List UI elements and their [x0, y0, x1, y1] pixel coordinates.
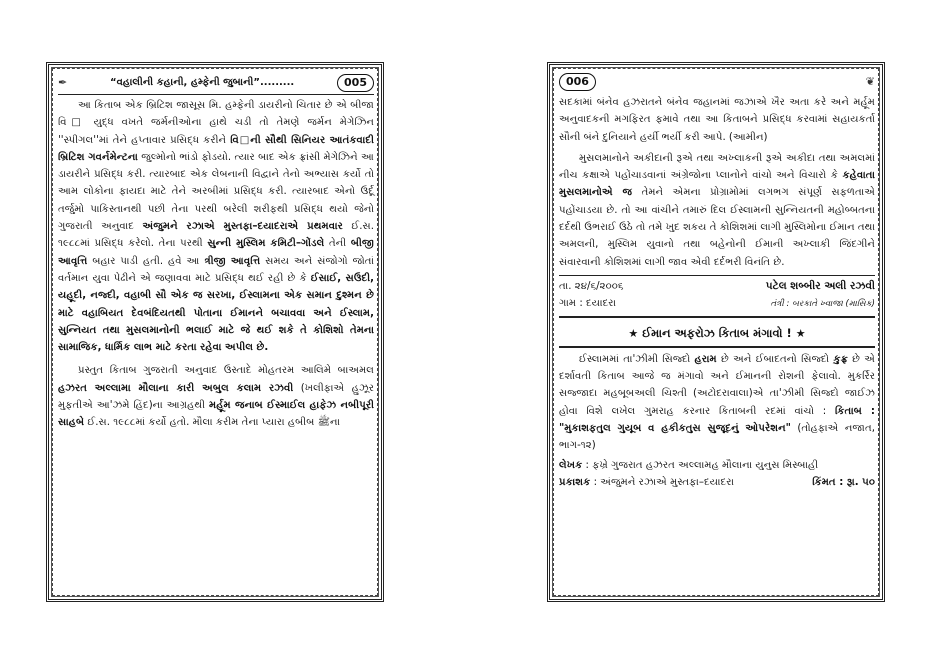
signature-row-2: [559, 295, 875, 317]
village: ગામ : દયાદરા: [559, 298, 617, 310]
notice-body-run: કુફ્ર: [833, 353, 848, 365]
left-paragraph-1-run: ઈ.સ. ૧૯૮૮માં પ્રસિદ્ધ કરેલો. તેના પરથી: [58, 221, 374, 250]
author-label: લેખક: [559, 459, 583, 471]
notice-body-run: (તોહફાએ નજાત, ભાગ-૧૨): [559, 423, 876, 452]
left-paragraph-1-run: જુલ્મોનો ભાંડો ફોડયો. ત્યાર બાદ એક ફ્રાંસી મેગેઝિને આ ડાયરીને પ્રસિદ્ધ કરી. ત્યારબાદ એક લેબનાની વિદ્વાને તેનો અભ્યાસ કર્યો તો આમ લોકોના ફાયદા માટે તેને અરબીમાં પ્રસિદ્ધ કરી. ત્યારબાદ એનો ઉર્દૂ તર્જુમો પાકિસ્તાનથી પછી તેના પરથી બરેલી શરીફથી પ્રસિદ્ધ થયો જેનો ગુજરાતી અનુવાદ: [58, 151, 374, 233]
notice-body-run: છે એ દર્શાવતી કિતાબ આજે જ મંગાવો અને ઈમાનની રોશની ફેલાવો. મુકર્રિર સજ્જાદા મહબૂબઅલી ચિશ્તી (અટોદરાવાલા)એ તા'ઝીમી સિજ્દો જાઈઝ હોવા વિશે લખેલ ગુમરાહ કરનાર કિતાબની રદમાં વાંચો :: [559, 353, 875, 417]
left-paragraph-2-run: ઈ.સ. ૧૯૮૮માં કર્યો હતો. મૌલા કરીમ તેના પ્યારા હબીબ ﷺના: [84, 417, 341, 429]
flourish-icon: ❦: [865, 75, 875, 89]
notice-body: [559, 351, 875, 455]
left-paragraph-1-run: બીજી આવૃત્તિ: [58, 238, 374, 267]
author: ફખ્રે ગુજરાત હઝરત અલ્લામહ મૌલાના યુનુસ મિસ્બાહી: [592, 459, 819, 471]
left-paragraph-1-run: સુન્ની મુસ્લિમ કમિટી–ગોંડલે: [207, 238, 325, 250]
left-paragraph-2: [58, 362, 374, 431]
date: તા. ૨૪/૬/૨૦૦૬: [559, 280, 624, 292]
signature-row: [559, 275, 875, 295]
book-credits: [559, 457, 875, 492]
page-number: 005: [337, 74, 374, 92]
notice-body-run: હરામ: [694, 353, 717, 365]
notice-body-run: કિતાબ : "મુકાશફતુલ ગુયૂબ વ હકીકતુસ સુજૂદનું ઓપરેશન": [559, 405, 876, 435]
signer-name: પટેલ શબ્બીર અલી રઝવી: [765, 279, 875, 292]
left-paragraph-2-run: મર્હૂમ જનાબ ઈસ્માઈલ હાફેઝ નબીપૂરી સાહબે: [58, 400, 375, 429]
notice-body-run: ઈસ્લામમાં તા'ઝીમી સિજ્દો: [579, 353, 695, 365]
left-paragraph-1-run: ઈસાઈ, સઉદી, યહૂદી, નજ્દી, વહાબી સૌ એક જ સરખા, ઈસ્લામના એક સમાન દુશ્મન છે માટે વહાબિયત દેવબંદિયતથી પોતાના ઈમાનને બચાવવા અને ઈસ્લામ, સુન્નિયત તથા મુસલમાનોની ભલાઈ માટે જે થઈ શકે તે કોશિશો તેમના સામાજિક, ધાર્મિક લાભ માટે કરતા રહેવા અપીલ છે.: [58, 272, 375, 354]
left-paragraph-1-run: તેની: [324, 238, 351, 250]
price: કિંમત : રૂા. ૫૦: [812, 476, 875, 488]
right-paragraph-2-run: તેમને એમના પ્રોગ્રામોમાં લગભગ સંપૂર્ણ સફળતાએ પહોંચાડયા છે. તો આ વાંચીને તમારું દિલ ઈસ્લામની સુન્નિયતની મહોબ્બતના દર્દથી ઉભરાઈ ઉઠે તો તમે ખુદ શકય તે કોશિશમાં લાગી મુસ્લિમોના ઈમાન તથા અમલની, મુસ્લિમ યુવાનો તથા બહેનોની ઈમાની અખ્લાકી જિંદગીને સંવારવાની કોશિશમાં લાગી જાવ એવી દર્દભરી વિનંતિ છે.: [559, 187, 875, 268]
quill-icon: ✒: [58, 76, 68, 90]
right-paragraph-2-run: મુસલમાનોને અકીદાની રૂએ તથા અખ્લાકની રૂએ અકીદા તથા અમલમાં નીચ કક્ષાએ પહોંચાડવાનાં અંગ્રેજોના પ્લાનોને વાંચો અને વિચારો કે: [559, 152, 875, 182]
star-icon: ★: [628, 326, 639, 340]
left-paragraph-2-run: (ખલીફાએ હુઝૂર મુફતીએ આ'ઝમે હિંદ)ના આગ્રહથી: [58, 382, 374, 412]
left-page-content: [58, 72, 374, 592]
right-paragraph-2-run: કહેવાતા મુસલમાનોએ જ: [559, 170, 875, 199]
right-page-content: [559, 72, 875, 592]
left-paragraph-1: [58, 97, 374, 356]
right-paragraph-1: સદકામાં બંનેવ હઝરાતને બંનેવ જહાનમાં જઝાએ ખૈર અતા કરે અને મર્હૂમ અનુવાદકની મગફિરત ફમાવે તથા આ કિતાબને પ્રસિદ્ધ કરવામાં સહાયકર્તા સૌની બંને દુનિયાને હર્યી ભર્યી કરી આપે. (આમીન): [559, 97, 875, 143]
left-page: [46, 62, 384, 602]
star-icon: ★: [795, 326, 806, 340]
notice-heading: [559, 322, 875, 348]
right-paragraph-2: [559, 150, 875, 271]
running-title: “વહાલીની કહાની, હમ્ફેની જુબાની”.........: [110, 77, 295, 89]
page-number: 006: [559, 73, 596, 91]
left-paragraph-1-run: બહાર પાડી હતી. હવે આ: [87, 255, 205, 267]
left-page-header: [58, 72, 374, 95]
left-paragraph-1-run: આ કિતાબ એક બ્રિટિશ જાસૂસ મિ. હમ્ફેની ડાયરીનો ચિતાર છે એ બીજા વિ□ યુદ્ધ વખતે જર્મનીઓના હાથે ચડી તો તેમણે જર્મન મેગેઝિન ''સ્પીગલ''માં તેને હપ્તાવાર પ્રસિદ્ધ કરીને: [58, 100, 374, 146]
publisher-line: પ્રકાશક : અંજુમને રઝાએ મુસ્તફા–દયાદરા કિંમત : રૂા. ૫૦: [559, 474, 875, 491]
left-paragraph-1-run: ત્રીજી આવૃત્તિ: [204, 255, 261, 267]
left-paragraph-1-run: વિ□ની સૌથી સિનિયર આતંકવાદી બ્રિટિશ ગવર્નમેન્ટના: [58, 134, 374, 163]
publisher-label: પ્રકાશક: [559, 476, 591, 488]
notice-title: ઈમાન અફરોઝ કિતાબ મંગાવો !: [642, 325, 792, 340]
left-paragraph-1-run: સમય અને સંજોગો જોતાં વર્તમાન યુવા પેઢીને એ જણાવવા માટે પ્રસિદ્ધ થઈ રહી છે કે: [58, 255, 374, 284]
author-line: લેખક : ફખ્રે ગુજરાત હઝરત અલ્લામહ મૌલાના યુનુસ મિસ્બાહી: [559, 459, 819, 471]
right-page: [547, 62, 885, 602]
right-page-header: [559, 72, 875, 92]
editor: તંત્રી : બરકાતે ખ્વાજા (માસિક): [770, 299, 875, 310]
left-paragraph-1-run: અંજુમને રઝાએ મુસ્તફા–દયાદરાએ પ્રથમવાર: [142, 221, 343, 233]
left-paragraph-2-run: પ્રસ્તુત કિતાબ ગુજરાતી અનુવાદ ઉસ્તાદે મોહતરમ આલિમે બાઅમલ: [78, 365, 374, 377]
left-paragraph-2-run: હઝરત અલ્લામા મૌલાના કારી અબુલ કલામ રઝવી: [58, 382, 294, 394]
publisher: અંજુમને રઝાએ મુસ્તફા–દયાદરા: [600, 476, 734, 488]
notice-body-run: છે અને ઈબાદતનો સિજ્દો: [716, 353, 834, 365]
